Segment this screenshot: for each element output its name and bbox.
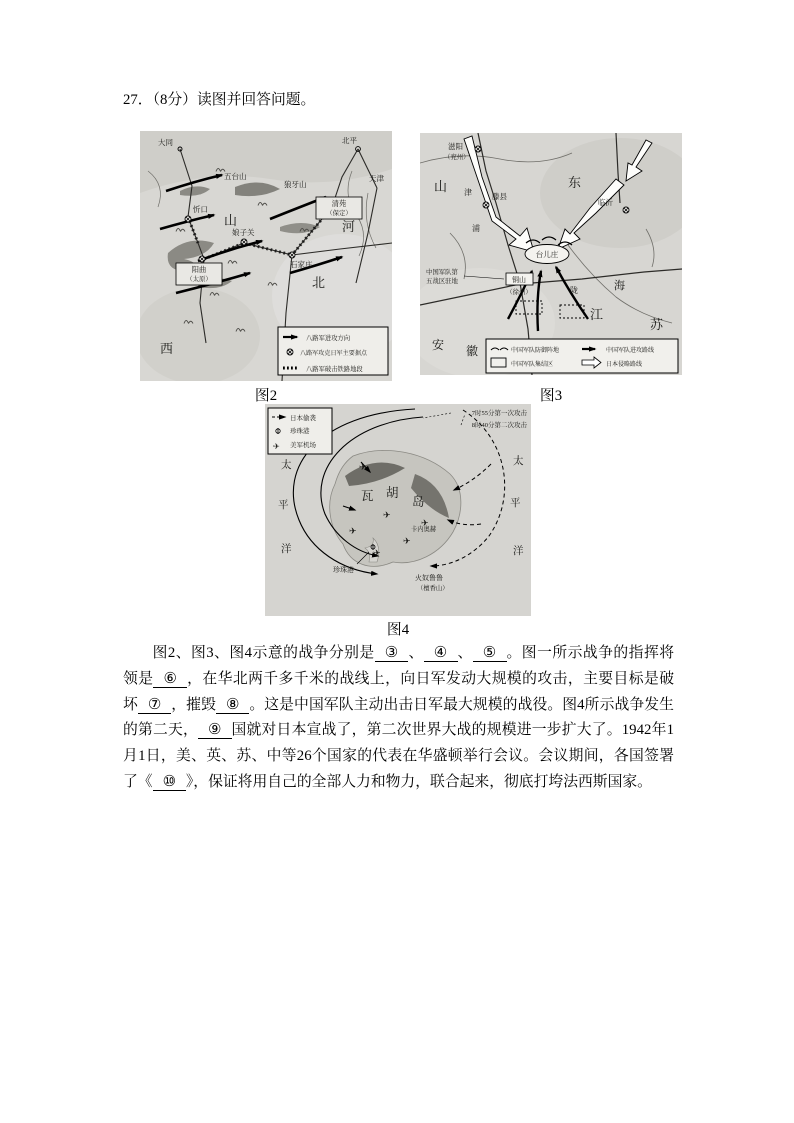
yanzhou-symbol <box>475 146 481 152</box>
legend-airfield-label: 美军机场 <box>290 442 316 449</box>
label-tanxiangshan: （檀香山） <box>417 585 449 592</box>
label-beiping: 北平 <box>342 136 357 145</box>
para-segment: 国就对日本宣战了，第二次世界大战的规模进一步扩大了。1942年1月1日，美、英、苏、中等26个国家的代表在华盛顿举行会议。会议期间，各国签署了《 <box>123 722 674 790</box>
label-niangziguan: 娘子关 <box>232 228 255 237</box>
legend-chinese-attack-label: 中国军队进攻路线 <box>606 348 655 354</box>
para-segment: ，摧毁 <box>171 696 216 713</box>
label-kaneohe: 卡内奥赫 <box>411 526 437 533</box>
label-langyashan: 狼牙山 <box>284 180 307 189</box>
region-dong: 东 <box>568 175 582 190</box>
question-number-line: 27．（8分）读图并回答问题。 <box>123 92 316 108</box>
legend-railway-label: 八路军破击铁路地段 <box>306 366 363 373</box>
label-tengxian: 滕县 <box>492 192 507 201</box>
island-char-3: 岛 <box>412 495 425 509</box>
answer-blank-3: ③ <box>375 645 409 662</box>
answer-blank-8: ⑧ <box>216 697 249 714</box>
tongshan-box <box>506 273 533 296</box>
answer-blank-4: ④ <box>424 645 458 662</box>
label-yangqu: 阳曲 <box>191 266 207 274</box>
taierzhuang-box <box>525 245 569 264</box>
label-first-attack-time: 7时55分第一次攻击 <box>471 410 527 417</box>
island-char-1: 瓦 <box>361 489 374 503</box>
yangqu-box <box>176 263 222 285</box>
para-segment: 。图一所示战争的指挥将领是 <box>123 645 675 687</box>
ocean-left-3: 洋 <box>281 544 292 555</box>
label-pu: 浦 <box>472 224 480 233</box>
ocean-left-1: 太 <box>281 460 292 471</box>
question-paragraph <box>123 641 674 796</box>
region-hui: 徽 <box>466 344 479 358</box>
label-qingyuan: 清苑 <box>331 200 347 208</box>
answer-blank-5: ⑤ <box>473 645 507 662</box>
ocean-right-3: 洋 <box>513 546 524 557</box>
svg-text:✈: ✈ <box>359 462 367 472</box>
label-tianjin: 天津 <box>369 174 384 183</box>
linyi-symbol <box>623 207 629 213</box>
region-he: 河 <box>342 219 356 234</box>
label-jin: 津 <box>464 188 472 197</box>
legend-sneak-label: 日本偷袭 <box>290 415 316 422</box>
answer-blank-7: ⑦ <box>138 697 171 714</box>
answer-blank-6: ⑥ <box>153 671 187 688</box>
label-tongshan: 铜山 <box>512 276 526 284</box>
svg-text:✈: ✈ <box>373 548 381 558</box>
svg-text:✈: ✈ <box>421 518 429 528</box>
para-segment: 。这是中国军队主动出击日军最大规模的战役。图4所示战争发生的第二天， <box>123 696 674 739</box>
region-su: 苏 <box>650 317 664 332</box>
label-wutaishan: 五台山 <box>224 172 247 181</box>
legend-pearl-label: 珍珠港 <box>290 428 310 435</box>
para-segment: 》，保证将用自己的全部人力和物力，联合起来，彻底打垮法西斯国家。 <box>185 773 652 790</box>
svg-text:✈: ✈ <box>383 510 391 520</box>
legend-japan-route-label: 日本侵略路线 <box>606 362 643 368</box>
legend-attack-label: 八路军进攻方向 <box>306 335 351 342</box>
label-hq-line2: 五战区驻地 <box>426 278 458 285</box>
legend-defense-label: 中国军队防御阵地 <box>511 348 560 354</box>
qingyuan-box <box>316 197 362 219</box>
figure3-map <box>265 404 531 616</box>
island-char-2: 胡 <box>386 486 399 500</box>
label-xuzhou: （徐州） <box>506 289 532 296</box>
region-an: 安 <box>432 338 445 352</box>
answer-blank-9: ⑨ <box>198 722 231 739</box>
hundred-regiments-map <box>140 131 392 381</box>
figure2-legend <box>486 339 678 373</box>
para-segment: 、 <box>457 645 473 661</box>
legend-airfield-icon: ✈ <box>273 442 280 451</box>
taierzhuang-map <box>420 133 682 375</box>
label-pearl-harbor: 珍珠港 <box>333 566 354 574</box>
label-long: 陇 <box>570 286 578 295</box>
label-shijiazhuang: 石家庄 <box>290 260 313 269</box>
svg-text:✈: ✈ <box>403 536 411 546</box>
label-datong: 大同 <box>158 138 173 147</box>
legend-assembly-label: 中国军队集结区 <box>511 362 554 368</box>
svg-text:✈: ✈ <box>349 526 357 536</box>
tengxian-symbol <box>483 202 489 208</box>
figure2-caption: 图3 <box>539 388 563 404</box>
legend-stronghold-label: 八路军攻克日军主要据点 <box>300 351 368 357</box>
figure1-map <box>140 131 392 381</box>
figure1-legend <box>278 327 388 375</box>
region-jiang: 江 <box>590 307 604 322</box>
ocean-left-2: 平 <box>278 500 289 511</box>
para-segment: 、 <box>408 645 424 661</box>
figure3-caption: 图4 <box>386 622 410 638</box>
answer-blank-10: ⑩ <box>153 774 186 791</box>
figure1-caption: 图2 <box>254 388 278 404</box>
para-segment: ，在华北两千多千米的战线上，向日军发动大规模的攻击，主要目标是破坏 <box>123 670 674 713</box>
ocean-right-1: 太 <box>513 456 524 467</box>
label-taiyuan: （太原） <box>186 276 212 283</box>
label-linyi: 临沂 <box>598 198 613 207</box>
label-ziyang: 滋阳 <box>448 142 463 151</box>
pearl-harbor-map <box>265 404 531 616</box>
label-xinkou: 忻口 <box>193 205 208 214</box>
legend-stronghold-icon <box>287 349 293 355</box>
label-hq-line1: 中国军队第 <box>426 269 458 276</box>
label-yanzhou: （兖州） <box>444 154 470 161</box>
region-shan: 山 <box>434 179 448 194</box>
figure3-legend <box>268 408 332 454</box>
region-hai: 海 <box>614 280 625 292</box>
region-xi: 西 <box>160 341 174 356</box>
label-second-attack-time: 8时40分第二次攻击 <box>471 422 527 429</box>
label-baoding: （保定） <box>326 210 352 217</box>
ocean-right-2: 平 <box>510 498 521 509</box>
figure2-map <box>420 133 682 375</box>
region-bei: 北 <box>312 275 326 290</box>
label-taierzhuang: 台儿庄 <box>535 250 559 259</box>
label-honolulu: 火奴鲁鲁 <box>415 574 443 582</box>
para-segment: 图2、图3、图4示意的战争分别是 <box>152 645 375 661</box>
region-shan: 山 <box>224 213 238 228</box>
